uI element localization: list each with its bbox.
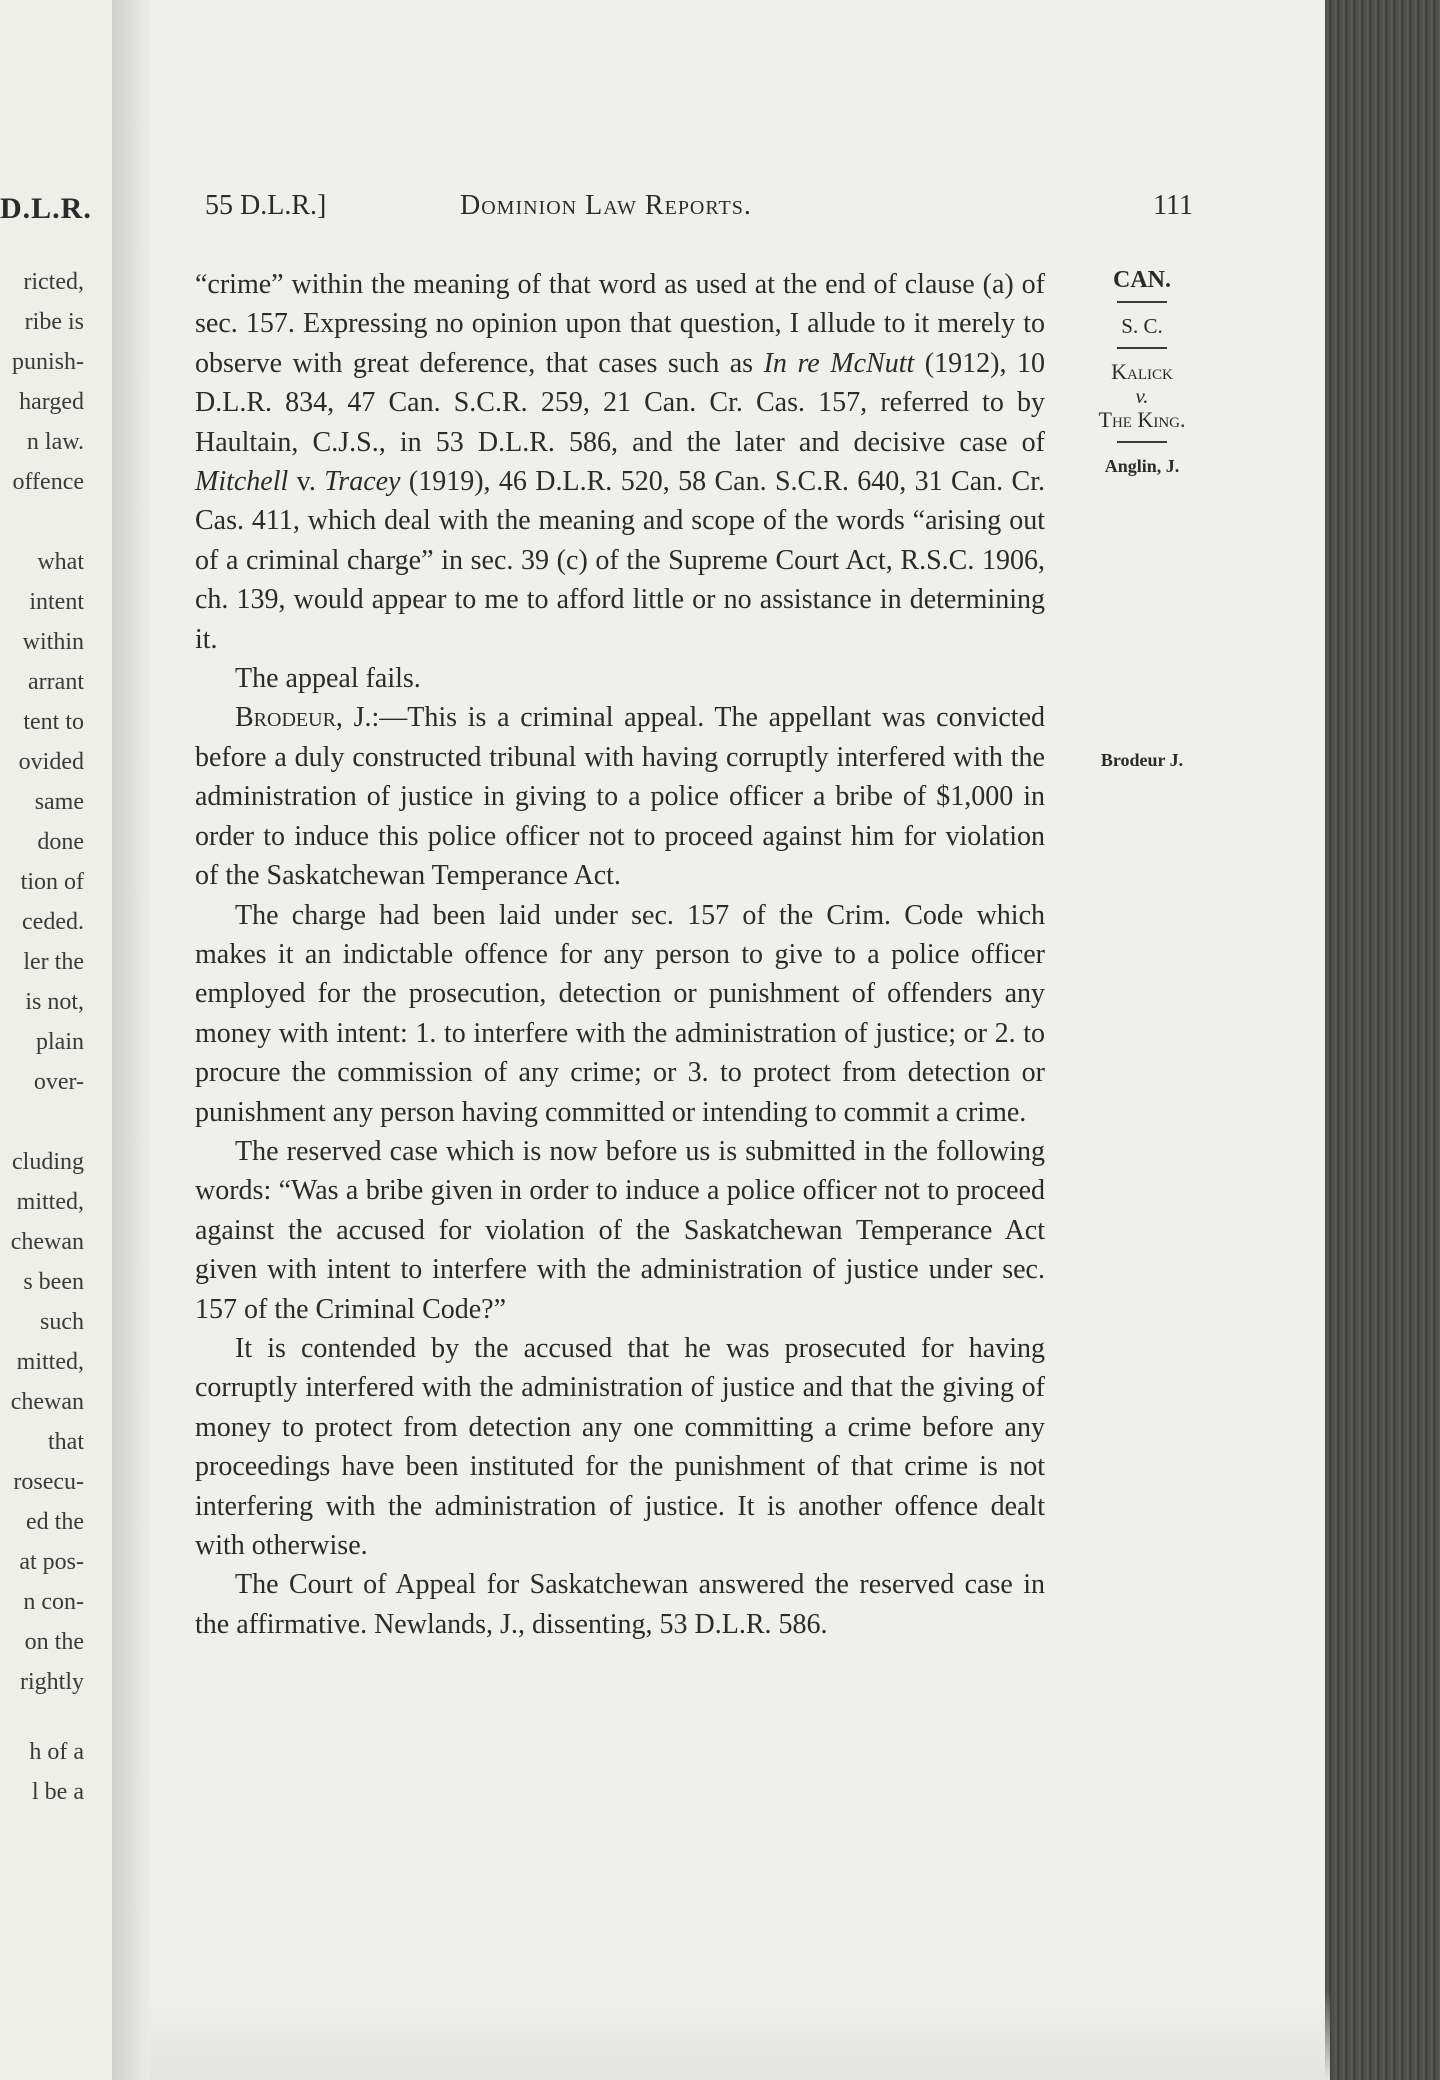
paragraph-6: It is contended by the accused that he was prosecuted for having corruptly interfered with the administration of justice and that the giving of money to protect from detection any one committing a crime before any proceedings have been instituted for the punishment of that crime is not interfering with the administration of justice. It is another offence dealt with otherwise. [195,1332,1045,1561]
paragraph-1: “crime” within the meaning of that word as used at the end of clause (a) of sec. 157. Expressing no opinion upon that question, I allude to it merely to observe with great deference, that cases such as In re McNutt (1912), 10 D.L.R. 834, 47 Can. S.C.R. 259, 21 Can. Cr. Cas. 157, referred to by Haultain, C.J.S., in 53 D.L.R. 586, and the later and decisive case of Mitchell v. Tracey (1919), 46 D.L.R. 520, 58 Can. S.C.R. 640, 31 Can. Cr. Cas. 411, which deal with the meaning and scope of the words “arising out of a criminal charge” in sec. 39 (c) of the Supreme Court Act, R.S.C. 1906, ch. 139, would appear to me to afford little or no assistance in determining it. [195,269,1046,655]
margin-notes [1082,265,1202,481]
margin-court: S. C. [1121,314,1163,338]
facing-page-fragment: tent to [23,709,84,735]
facing-page-fragment: ceded. [22,909,84,935]
running-head [205,190,1205,230]
facing-page-fragment: plain [36,1029,84,1055]
facing-page-fragment: h of a [29,1739,84,1765]
facing-page-fragment: harged [19,389,84,415]
paragraph-2: The appeal fails. [235,663,421,695]
facing-page-fragment: that [48,1429,84,1455]
paragraph-5: The reserved case which is now before us is submitted in the following words: “Was a bribe given in order to induce a police officer not to proceed against the accused for violation of the Saskatchewan Temperance Act given with intent to interfere with the administration of justice under sec. 157 of the Criminal Code?” [195,1135,1045,1325]
facing-page-fragment: ricted, [23,269,84,295]
facing-page-fragment: ler the [23,949,84,975]
facing-page-fragment: intent [29,589,84,615]
paragraph-7: The Court of Appeal for Saskatchewan answered the reserved case in the affirmative. Newlands, J., dissenting, 53 D.L.R. 586. [195,1569,1045,1640]
margin-divider [1117,301,1167,303]
paragraph-4: The charge had been laid under sec. 157 of the Crim. Code which makes it an indictable offence for any person to give to a police officer employed for the prosecution, detection or punishment of offenders any money with intent: 1. to interfere with the administration of justice; or 2. to procure the commission of any crime; or 3. to protect from detection or punishment any person having committed or intending to commit a crime. [195,899,1045,1128]
facing-page-fragment: chewan [10,1389,84,1415]
facing-page-fragment: cluding [12,1149,84,1175]
facing-page-fragment: on the [24,1629,84,1655]
facing-page-fragment: s been [23,1269,84,1295]
judge-name: Brodeur [235,702,336,734]
volume-ref: 55 D.L.R.] [205,190,327,221]
facing-page-fragment: rosecu- [13,1469,84,1495]
facing-page-fragment: tion of [20,869,84,895]
facing-page-fragment: rightly [20,1669,84,1695]
facing-page-fragment: n law. [26,429,84,455]
facing-page-fragment: n con- [23,1589,84,1615]
case-name: In re McNutt [763,347,915,379]
facing-page-fragment: arrant [28,669,84,695]
facing-page-fragment: at pos- [19,1549,84,1575]
facing-page-fragment: such [40,1309,84,1335]
margin-judge-brodeur: Brodeur J. [1100,750,1184,770]
facing-page-fragment: done [37,829,84,855]
facing-page-fragment: l be a [32,1779,84,1805]
paragraph-3: Brodeur, J.:—This is a criminal appeal. The appellant was convicted before a duly constructed tribunal with having corruptly interfered with the administration of justice in giving to a police officer a bribe of $1,000 in order to induce this police officer not to proceed against him for violation of the Saskatchewan Temperance Act. [195,702,1045,892]
page-bottom-shade [150,1990,1330,2080]
facing-page-fragment: what [37,549,84,575]
page-number: 111 [1153,190,1193,221]
journal-title: Dominion Law Reports. [460,190,752,221]
margin-versus: v. [1135,384,1149,408]
facing-page-fragment: same [34,789,84,815]
margin-jurisdiction: CAN. [1113,267,1171,293]
margin-party-2: The King. [1098,407,1186,432]
margin-party-1: Kalick [1111,359,1173,384]
facing-page-fragment: over- [33,1069,84,1095]
case-name: Tracey [324,466,401,498]
margin-judge: Anglin, J. [1104,456,1180,476]
facing-page-header: D.L.R. [0,192,92,225]
facing-page-fragment: chewan [10,1229,84,1255]
facing-page-fragment: mitted, [16,1349,84,1375]
facing-page-fragment: punish- [12,349,84,375]
facing-page-fragment: mitted, [16,1189,84,1215]
margin-divider [1117,347,1167,349]
margin-divider [1117,441,1167,443]
body-text [195,265,1045,1644]
facing-page-fragment: within [22,629,84,655]
facing-page-fragment: ovided [18,749,84,775]
facing-page-fragment: ribe is [24,309,84,335]
case-name: Mitchell [195,466,289,498]
facing-page-fragment: is not, [25,989,84,1015]
book-edge [1325,0,1440,2080]
facing-page [0,0,112,2080]
facing-page-fragment: ed the [26,1509,84,1535]
facing-page-fragment: offence [12,469,84,495]
